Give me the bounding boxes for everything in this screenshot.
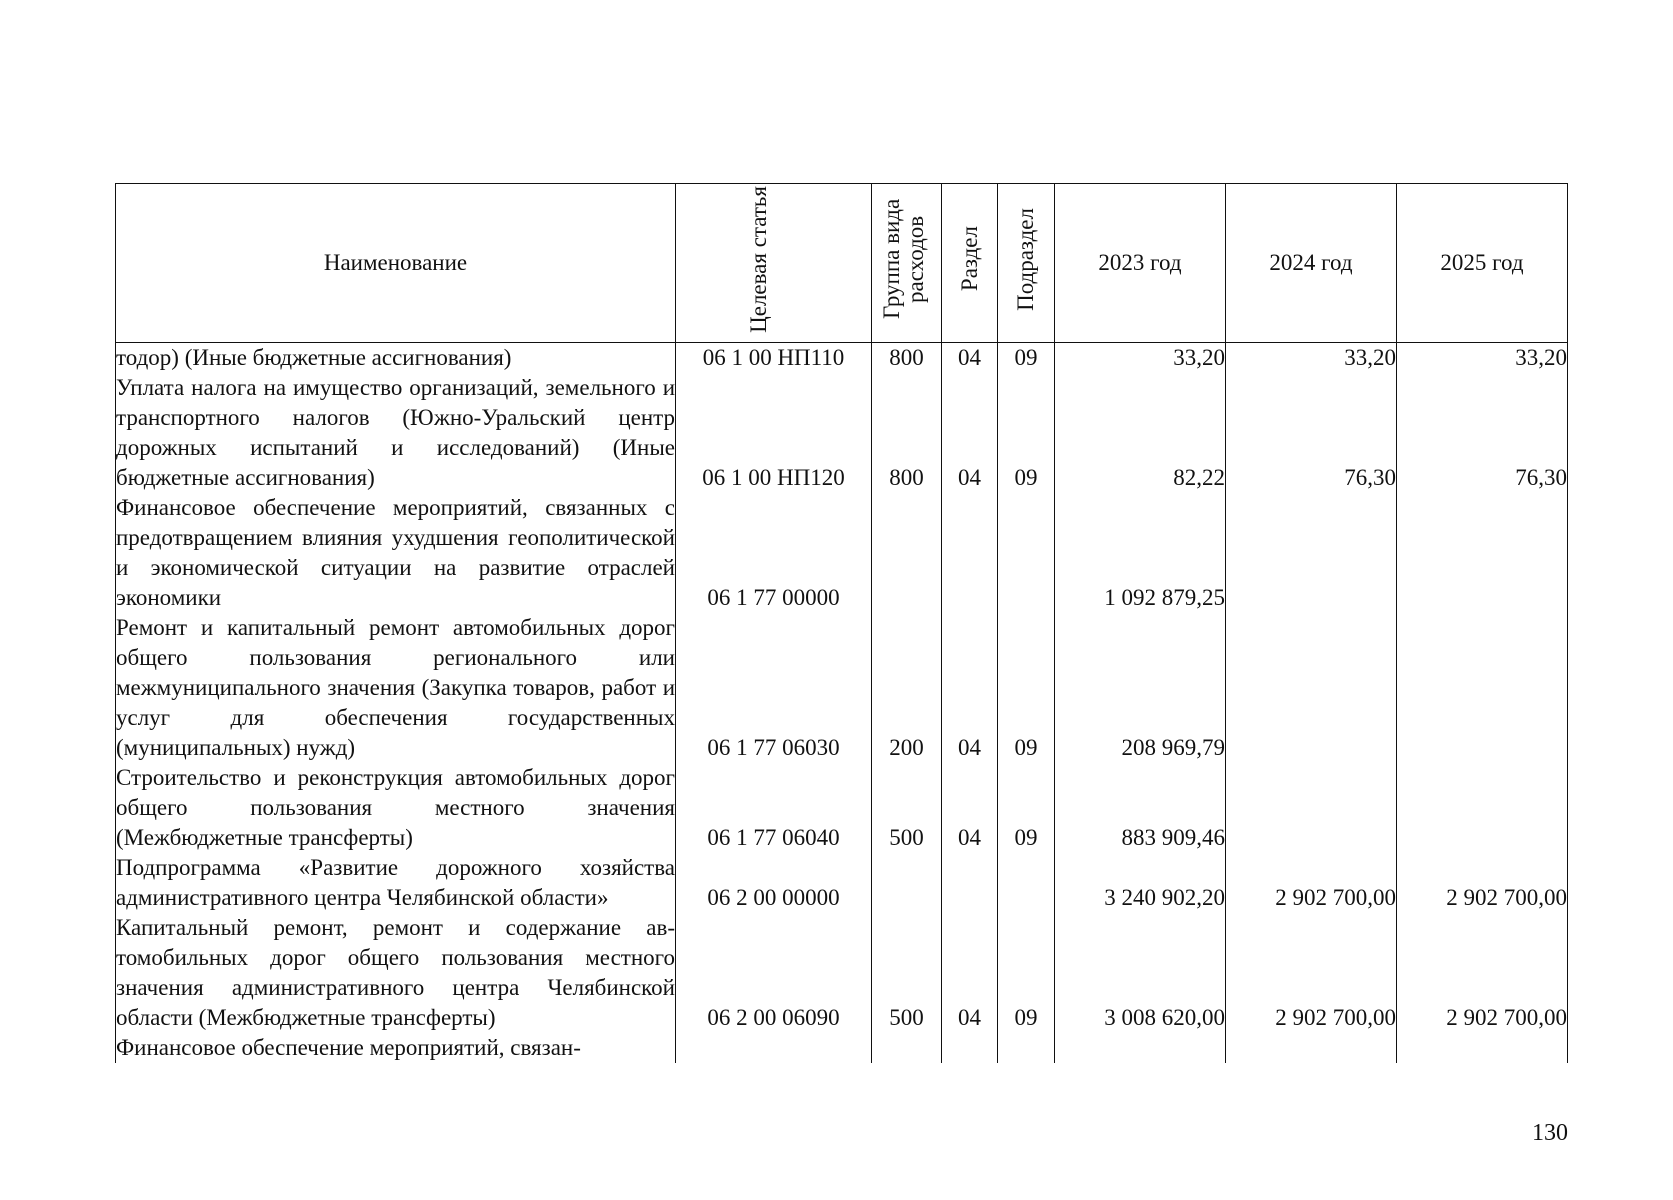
row-subsection: 09 — [998, 373, 1055, 493]
row-2025: 2 902 700,00 — [1397, 913, 1568, 1033]
row-name: Финансовое обеспечение мероприятий, связан- — [116, 1033, 676, 1063]
row-code: 06 2 00 00000 — [676, 853, 872, 913]
row-2023: 3 240 902,20 — [1055, 853, 1226, 913]
header-year-2025: 2025 год — [1397, 184, 1568, 343]
table-row — [116, 853, 1568, 913]
row-name: Подпрограмма «Развитие дорожного хозяйства административного центра Челябинской области» — [116, 853, 676, 913]
header-year-2024: 2024 год — [1226, 184, 1397, 343]
row-2024: 2 902 700,00 — [1226, 913, 1397, 1033]
row-name: Уплата налога на имущество организаций, земельного и транспортного налогов (Южно-Уральский центр дорожных испытаний и исследований) (Иные бюджетные ассигнования) — [116, 373, 676, 493]
row-2023: 33,20 — [1055, 343, 1226, 374]
row-2025 — [1397, 493, 1568, 613]
row-2023: 883 909,46 — [1055, 763, 1226, 853]
header-expense-group: Группа вида расходов — [872, 184, 942, 343]
header-year-2023: 2023 год — [1055, 184, 1226, 343]
row-section: 04 — [942, 373, 998, 493]
row-group: 800 — [872, 373, 942, 493]
row-group: 800 — [872, 343, 942, 374]
row-2024 — [1226, 493, 1397, 613]
table-row — [116, 913, 1568, 1033]
row-subsection: 09 — [998, 913, 1055, 1033]
table-row — [116, 343, 1568, 374]
row-2025: 2 902 700,00 — [1397, 853, 1568, 913]
row-2024: 33,20 — [1226, 343, 1397, 374]
table-row — [116, 373, 1568, 493]
row-name: Капитальный ремонт, ремонт и содержание автомобильных дорог общего пользования местного значения административного центра Челябинской области (Межбюджетные трансферты) — [116, 913, 676, 1033]
row-2023: 1 092 879,25 — [1055, 493, 1226, 613]
page-number: 130 — [1532, 1120, 1568, 1146]
row-subsection — [998, 1033, 1055, 1063]
row-code: 06 1 00 НП120 — [676, 373, 872, 493]
table-row — [116, 1033, 1568, 1063]
table-header — [116, 184, 1568, 343]
header-name: Наименование — [116, 184, 676, 343]
row-2025: 33,20 — [1397, 343, 1568, 374]
row-name: тодор) (Иные бюджетные ассигнования) — [116, 343, 676, 374]
row-subsection: 09 — [998, 343, 1055, 374]
row-2024 — [1226, 1033, 1397, 1063]
row-2025 — [1397, 613, 1568, 763]
row-2023: 3 008 620,00 — [1055, 913, 1226, 1033]
row-section: 04 — [942, 913, 998, 1033]
row-group — [872, 853, 942, 913]
row-name: Строительство и реконструкция автомобильных дорог общего пользования местного значения (Межбюджетные трансферты) — [116, 763, 676, 853]
row-group: 500 — [872, 913, 942, 1033]
header-subsection: Подраздел — [998, 184, 1055, 343]
row-name: Финансовое обеспечение мероприятий, связанных с предотвращением влияния ухудшения геополитической и экономической ситуации на развитие отраслей экономики — [116, 493, 676, 613]
row-code: 06 2 00 06090 — [676, 913, 872, 1033]
row-2024: 76,30 — [1226, 373, 1397, 493]
row-subsection: 09 — [998, 613, 1055, 763]
row-2023: 82,22 — [1055, 373, 1226, 493]
row-2024: 2 902 700,00 — [1226, 853, 1397, 913]
row-section — [942, 1033, 998, 1063]
row-code: 06 1 77 00000 — [676, 493, 872, 613]
row-2024 — [1226, 763, 1397, 853]
row-group: 500 — [872, 763, 942, 853]
row-subsection: 09 — [998, 763, 1055, 853]
row-code: 06 1 77 06030 — [676, 613, 872, 763]
table-body — [116, 343, 1568, 1064]
row-2023: 208 969,79 — [1055, 613, 1226, 763]
row-2023 — [1055, 1033, 1226, 1063]
row-2024 — [1226, 613, 1397, 763]
row-section: 04 — [942, 613, 998, 763]
row-group: 200 — [872, 613, 942, 763]
row-subsection — [998, 853, 1055, 913]
header-target-article: Целевая статья — [676, 184, 872, 343]
table-row — [116, 613, 1568, 763]
row-2025: 76,30 — [1397, 373, 1568, 493]
row-code: 06 1 00 НП110 — [676, 343, 872, 374]
row-2025 — [1397, 763, 1568, 853]
row-2025 — [1397, 1033, 1568, 1063]
row-section — [942, 853, 998, 913]
row-group — [872, 1033, 942, 1063]
row-section: 04 — [942, 763, 998, 853]
row-section — [942, 493, 998, 613]
row-name: Ремонт и капитальный ремонт автомобильных дорог общего пользования регионального или межмуниципального значения (Закупка товаров, работ и услуг для обеспечения государственных (муниципальных) нужд) — [116, 613, 676, 763]
table-row — [116, 763, 1568, 853]
header-section: Раздел — [942, 184, 998, 343]
row-subsection — [998, 493, 1055, 613]
table-row — [116, 493, 1568, 613]
row-code: 06 1 77 06040 — [676, 763, 872, 853]
row-section: 04 — [942, 343, 998, 374]
row-code — [676, 1033, 872, 1063]
row-group — [872, 493, 942, 613]
budget-table — [115, 183, 1568, 1063]
